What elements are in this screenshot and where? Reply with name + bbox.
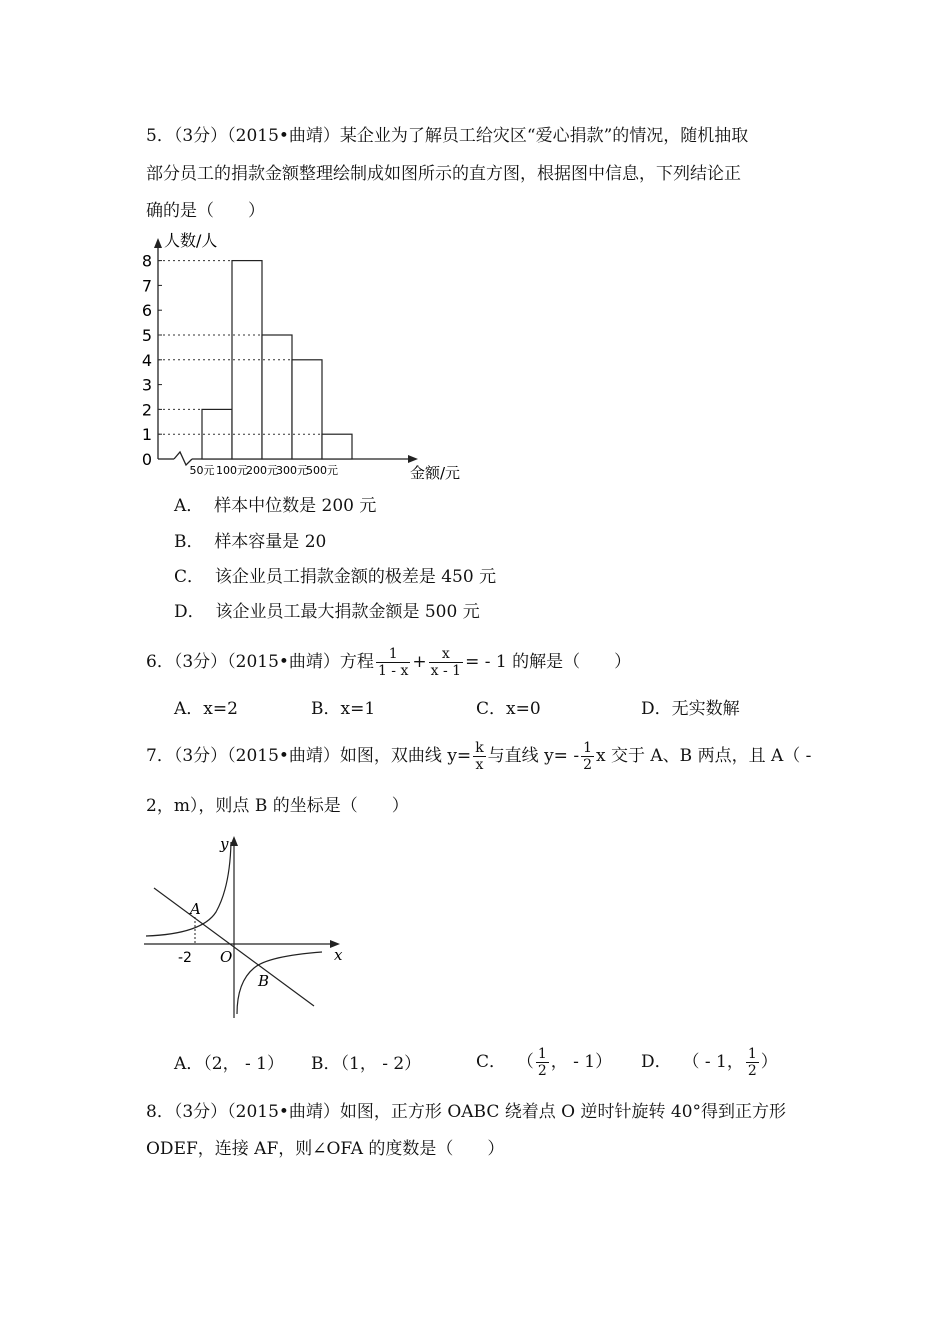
q7-option-b: B．（1， - 2）: [311, 1054, 422, 1074]
q6-fraction-1: $\frac{1}{1 - x}$: [377, 646, 409, 679]
q6-option-c: C．x=0: [476, 699, 541, 719]
q5-option-c: C． 该企业员工捐款金额的极差是 450 元: [174, 567, 497, 587]
q5-option-a: A． 样本中位数是 200 元: [174, 496, 377, 516]
y-tick-label: 0: [141, 450, 152, 469]
histogram-bar: [202, 409, 232, 459]
x-tick-label: 300元: [276, 464, 308, 477]
y-axis-label: 人数/人: [164, 231, 218, 250]
x-tick-label: 200元: [246, 464, 278, 477]
q5-text-line3: 确的是（ ）: [146, 201, 265, 221]
figure-label-b: B: [258, 972, 270, 990]
q5-option-b: B． 样本容量是 20: [174, 532, 327, 552]
histogram-bar: [292, 360, 322, 459]
x-tick-label: 100元: [216, 464, 248, 477]
q5-text-line2: 部分员工的捐款金额整理绘制成如图所示的直方图，根据图中信息，下列结论正: [146, 164, 741, 184]
figure-label-y: y: [220, 835, 229, 853]
q5-text-line1: 5．（3分）（2015•曲靖）某企业为了解员工给灾区“爱心捐款”的情况，随机抽取: [146, 126, 749, 146]
y-tick-label: 2: [141, 400, 152, 420]
y-tick-label: 5: [141, 326, 152, 345]
histogram-bar: [322, 434, 352, 459]
histogram-bar: [262, 335, 292, 459]
figure-label-o: O: [220, 948, 233, 966]
x-tick-label: 50元: [189, 464, 215, 477]
y-tick-label: 1: [141, 425, 152, 445]
q8-text-line1: 8．（3分）（2015•曲靖）如图，正方形 OABC 绕着点 O 逆时针旋转 40°得到正方形: [146, 1102, 787, 1122]
q7-text-line2: 2，m），则点 B 的坐标是（ ）: [146, 796, 409, 816]
y-tick-label: 4: [141, 350, 152, 370]
figure-label-neg2: -2: [178, 950, 192, 966]
q5-option-d: D． 该企业员工最大捐款金额是 500 元: [174, 602, 480, 622]
x-axis-arrow: [408, 455, 418, 463]
q7-fraction-half: $\frac{1}{2}$: [583, 740, 592, 773]
x-axis-label: 金额/元: [410, 464, 461, 482]
q7-option-c: C． （ $\frac{1}{2}$ ， - 1）: [476, 1046, 613, 1079]
figure-label-x: x: [334, 946, 343, 964]
q7-fraction-k: $\frac{k}{x}$: [475, 740, 484, 773]
figure-label-a: A: [190, 900, 201, 918]
y-tick-label: 3: [141, 375, 152, 395]
y-axis-arrow: [154, 238, 162, 248]
y-tick-label: 8: [141, 251, 152, 271]
q6-text: 6．（3分）（2015•曲靖）方程 $\frac{1}{1 - x}$ + $\frac{x}{x - 1}$ = - 1 的解是（ ）: [146, 646, 632, 679]
y-tick-label: 6: [141, 301, 152, 321]
q6-option-a: A．x=2: [174, 699, 238, 719]
q7-option-d: D． （ - 1， $\frac{1}{2}$ ）: [641, 1046, 778, 1079]
x-tick-label: 500元: [306, 464, 338, 477]
q6-option-d: D．无实数解: [641, 699, 740, 719]
hyperbola-figure: [140, 832, 350, 1022]
histogram-bar: [232, 261, 262, 459]
q7-text-line1: 7．（3分）（2015•曲靖）如图，双曲线 y= $\frac{k}{x}$ 与直线 y= - $\frac{1}{2}$ x 交于 A、B 两点，且 A（ -: [146, 740, 812, 773]
q6-option-b: B．x=1: [311, 699, 376, 719]
histogram-chart: [136, 228, 476, 488]
q6-fraction-2: $\frac{x}{x - 1}$: [430, 646, 462, 679]
q8-text-line2: ODEF，连接 AF，则∠OFA 的度数是（ ）: [146, 1139, 505, 1159]
q7-option-a: A．（2， - 1）: [174, 1054, 284, 1074]
y-tick-label: 7: [141, 276, 152, 296]
